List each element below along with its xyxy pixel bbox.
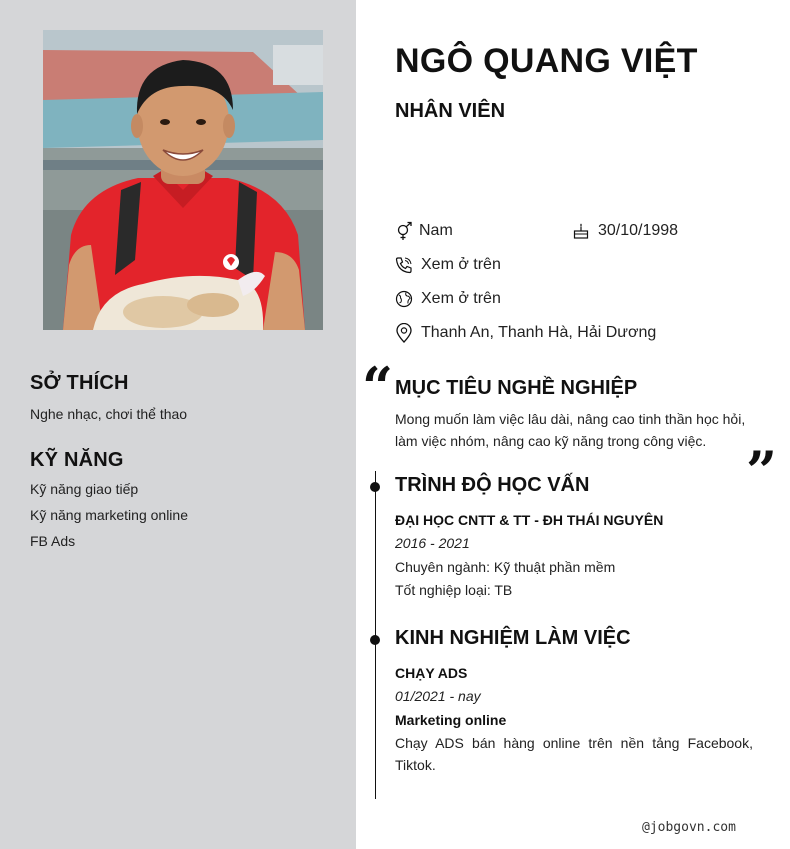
experience-period: 01/2021 - nay — [395, 688, 481, 704]
candidate-name: NGÔ QUANG VIỆT — [395, 42, 698, 80]
education-years: 2016 - 2021 — [395, 535, 470, 551]
gender-row — [395, 220, 453, 242]
objective-text: Mong muốn làm việc lâu dài, nâng cao tinh thần học hỏi, làm việc nhóm, nâng cao kỹ năng trong công việc. — [395, 411, 746, 449]
skills-title: KỸ NĂNG — [30, 449, 124, 471]
phone-value: Xem ở trên — [421, 256, 501, 273]
globe-icon — [395, 290, 413, 308]
phone-icon — [395, 256, 413, 274]
gender-icon — [395, 221, 415, 241]
experience-description: Chạy ADS bán hàng online trên nền tảng Facebook, Tiktok. — [395, 735, 753, 773]
quote-open-icon: “ — [362, 355, 394, 419]
address-row — [395, 322, 656, 344]
profile-photo — [43, 30, 323, 330]
left-column — [0, 0, 356, 849]
website-row — [395, 288, 501, 310]
address-value: Thanh An, Thanh Hà, Hải Dương — [421, 324, 657, 341]
footer-watermark: @jobgovn.com — [642, 820, 736, 835]
website-value: Xem ở trên — [421, 290, 501, 307]
experience-entry — [395, 665, 753, 776]
objective-title: MỤC TIÊU NGHỀ NGHIỆP — [395, 377, 638, 399]
education-entry — [395, 512, 753, 598]
skill-item: Kỹ năng giao tiếp — [30, 481, 139, 497]
profile-photo-image — [43, 30, 323, 330]
education-grade: Tốt nghiệp loại: TB — [395, 582, 513, 598]
timeline-dot — [370, 635, 380, 645]
candidate-role: NHÂN VIÊN — [395, 100, 506, 122]
skill-item: FB Ads — [30, 533, 76, 549]
timeline-dot — [370, 482, 380, 492]
hobbies-text: Nghe nhạc, chơi thể thao — [30, 406, 188, 422]
education-school: ĐẠI HỌC CNTT & TT - ĐH THÁI NGUYÊN — [395, 512, 664, 528]
quote-close-icon: ” — [746, 439, 778, 503]
birthday-value: 30/10/1998 — [598, 222, 679, 239]
experience-title: KINH NGHIỆM LÀM VIỆC — [395, 627, 631, 649]
hobbies-title: SỞ THÍCH — [30, 372, 129, 394]
education-major: Chuyên ngành: Kỹ thuật phần mềm — [395, 559, 616, 575]
education-title: TRÌNH ĐỘ HỌC VẤN — [395, 474, 590, 496]
experience-company: CHẠY ADS — [395, 665, 468, 681]
hobbies-section — [30, 372, 187, 422]
cake-icon — [572, 222, 590, 240]
birthday-row — [572, 220, 678, 242]
gender-value: Nam — [419, 222, 453, 239]
skill-item: Kỹ năng marketing online — [30, 507, 188, 523]
phone-row — [395, 254, 501, 276]
experience-position: Marketing online — [395, 712, 507, 728]
skills-section — [30, 449, 188, 550]
map-pin-icon — [395, 323, 413, 343]
